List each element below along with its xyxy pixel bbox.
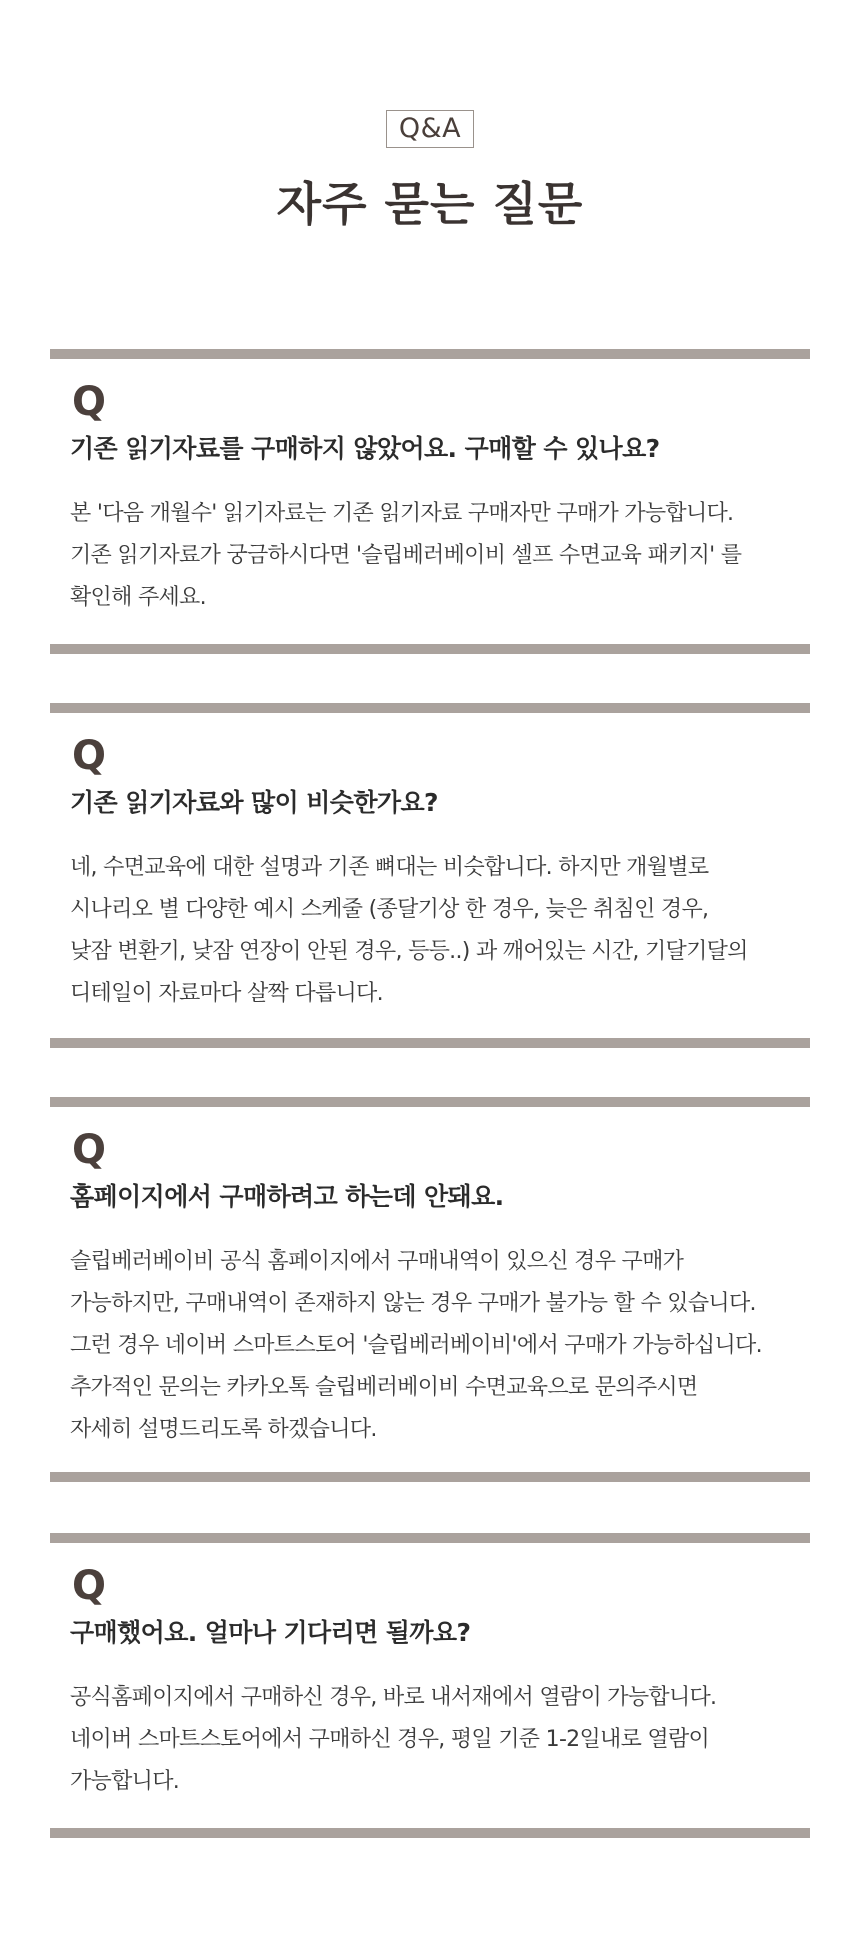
answer-line: 디테일이 자료마다 살짝 다릅니다. xyxy=(70,981,383,1006)
faq-question: 기존 읽기자료와 많이 비슷한가요? xyxy=(70,788,438,817)
q-mark: Q xyxy=(72,1127,107,1173)
faq-answer xyxy=(70,493,810,619)
answer-line: 가능하지만, 구매내역이 존재하지 않는 경우 구매가 불가능 할 수 있습니다. xyxy=(70,1291,756,1316)
divider-bottom xyxy=(50,1472,810,1482)
qa-badge: Q&A xyxy=(386,110,474,148)
answer-line: 네, 수면교육에 대한 설명과 기존 뼈대는 비슷합니다. 하지만 개월별로 xyxy=(70,855,709,880)
divider-top xyxy=(50,1097,810,1107)
q-mark: Q xyxy=(72,379,107,425)
faq-question: 구매했어요. 얼마나 기다리면 될까요? xyxy=(70,1618,471,1647)
answer-line: 시나리오 별 다양한 예시 스케줄 (종달기상 한 경우, 늦은 취침인 경우, xyxy=(70,897,709,922)
answer-line: 네이버 스마트스토어에서 구매하신 경우, 평일 기준 1-2일내로 열람이 xyxy=(70,1727,710,1752)
answer-line: 자세히 설명드리도록 하겠습니다. xyxy=(70,1417,377,1442)
page-title: 자주 묻는 질문 xyxy=(276,177,584,231)
faq-answer xyxy=(70,1677,810,1803)
divider-top xyxy=(50,1533,810,1543)
answer-line: 낮잠 변환기, 낮잠 연장이 안된 경우, 등등..) 과 깨어있는 시간, 기달기달의 xyxy=(70,939,748,964)
answer-line: 확인해 주세요. xyxy=(70,585,206,610)
divider-bottom xyxy=(50,644,810,654)
faq-question: 기존 읽기자료를 구매하지 않았어요. 구매할 수 있나요? xyxy=(70,434,660,463)
answer-line: 슬립베러베이비 공식 홈페이지에서 구매내역이 있으신 경우 구매가 xyxy=(70,1249,684,1274)
answer-line: 본 '다음 개월수' 읽기자료는 기존 읽기자료 구매자만 구매가 가능합니다. xyxy=(70,501,734,526)
faq-answer xyxy=(70,847,810,1015)
divider-top xyxy=(50,349,810,359)
answer-line: 기존 읽기자료가 궁금하시다면 '슬립베러베이비 셀프 수면교육 패키지' 를 xyxy=(70,543,742,568)
q-mark: Q xyxy=(72,733,107,779)
answer-line: 공식홈페이지에서 구매하신 경우, 바로 내서재에서 열람이 가능합니다. xyxy=(70,1685,717,1710)
faq-question: 홈페이지에서 구매하려고 하는데 안돼요. xyxy=(70,1182,504,1211)
q-mark: Q xyxy=(72,1563,107,1609)
faq-answer xyxy=(70,1241,810,1451)
answer-line: 가능합니다. xyxy=(70,1769,180,1794)
faq-header xyxy=(0,110,860,234)
divider-bottom xyxy=(50,1828,810,1838)
answer-line: 그런 경우 네이버 스마트스토어 '슬립베러베이비'에서 구매가 가능하십니다. xyxy=(70,1333,762,1358)
divider-top xyxy=(50,703,810,713)
answer-line: 추가적인 문의는 카카오톡 슬립베러베이비 수면교육으로 문의주시면 xyxy=(70,1375,698,1400)
divider-bottom xyxy=(50,1038,810,1048)
